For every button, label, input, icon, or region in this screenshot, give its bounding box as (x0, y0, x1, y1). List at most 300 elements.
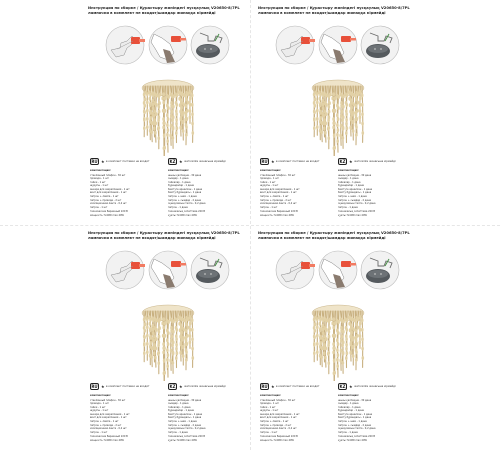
crystal-bead (185, 125, 188, 129)
crystal-bead (313, 110, 316, 114)
language-note-kz: жеткізілім жинағына кірмейді (354, 159, 396, 163)
contents-line: изоляционная лента - 0,2 шт (90, 202, 127, 206)
crystal-bead (314, 97, 317, 101)
crystal-bead (144, 322, 147, 326)
crystal-bead (144, 97, 147, 101)
title-prefix: Инструкция по сборке / Құрастыру жөніндегі нұсқаулық (88, 6, 210, 10)
crystal-bead (332, 326, 335, 330)
crystal-bead (182, 354, 185, 358)
crystal-bead (323, 127, 326, 131)
crystal-bead (169, 359, 172, 363)
contents-line: провода - 1 шт (90, 402, 109, 406)
contents-line: патрон + шам - 1 дана (338, 195, 367, 199)
crystal-bead (179, 126, 182, 130)
crystal-bead (357, 326, 360, 330)
crystal-bead (150, 341, 153, 345)
specs-line: технические Бережный 220 В (90, 435, 128, 439)
crystal-bead (336, 364, 339, 368)
contents-line: патрон - 1 шт (260, 205, 278, 209)
crystal-bead (316, 117, 319, 121)
contents-line: бекіту бұрандасы - 1 дана (338, 191, 372, 195)
crystal-bead (328, 326, 331, 330)
contents-heading: комплектация: (260, 394, 281, 397)
contents-line: патрон + провода - 2 шт (90, 423, 122, 427)
crystal-bead (176, 126, 179, 130)
crystal-bead (150, 130, 153, 134)
crystal-bead (162, 117, 165, 121)
contents-line: бекіту бұрандасы - 1 дана (168, 416, 202, 420)
crystal-bead (345, 356, 348, 360)
hand-icon (149, 251, 187, 289)
crystal-bead (158, 110, 161, 114)
crystal-bead (313, 117, 316, 121)
crystal-bead (143, 110, 146, 114)
contents-line: бекітуге арналған - 1 дана (168, 412, 203, 416)
ceiling-plate-icon (361, 251, 399, 289)
crystal-bead (321, 337, 324, 341)
crystal-bead (352, 345, 355, 349)
contents-line: анкера для закрепления - 1 шт (90, 187, 130, 191)
ceiling-plate-icon (191, 251, 229, 289)
crystal-bead (313, 126, 316, 130)
instruction-panel (258, 231, 418, 446)
crystal-bead (319, 97, 322, 101)
contents-line: бекітуге арналған - 1 дана (338, 412, 373, 416)
crystal-bead (356, 109, 359, 113)
crystal-bead (361, 318, 364, 322)
crystal-bead (185, 329, 188, 333)
contents-line: гайкалар - 1 дана (338, 405, 361, 409)
crystal-bead (161, 321, 164, 325)
crystal-bead (328, 101, 331, 105)
star-icon: ★ (179, 384, 183, 389)
crystal-bead (333, 92, 336, 96)
language-note-ru: в комплект поставки не входят (276, 384, 320, 388)
language-badge-ru: RU (91, 159, 98, 164)
crystal-bead (355, 358, 358, 362)
crystal-bead (321, 112, 324, 116)
specs-line: технические Бережный 220 В (260, 210, 298, 214)
crystal-bead (332, 117, 335, 121)
crystal-bead (323, 118, 326, 122)
language-note-ru: в комплект поставки не входят (276, 159, 320, 163)
specs-line: мощность 7х40W max 40W (90, 438, 124, 442)
crystal-bead (176, 328, 179, 332)
crystal-bead (341, 335, 344, 339)
crystal-bead (175, 343, 178, 347)
language-row (90, 383, 246, 391)
crystal-bead (172, 351, 175, 355)
contents-line: патрон + провода - 2 шт (90, 198, 122, 202)
crystal-bead (192, 131, 195, 135)
crystal-bead (361, 337, 364, 341)
contents-line: гайки - 1 шт (260, 405, 276, 409)
title-line-2: лампочки в комплект не входят/шамдар жинаққа кірмейді (258, 236, 386, 240)
crystal-bead (171, 335, 174, 339)
crystal-bead (325, 112, 328, 116)
contents-line: стеклянный плафон - 30 шт (260, 398, 296, 402)
crystal-bead (322, 331, 325, 335)
crystal-bead (339, 134, 342, 138)
panel-title (88, 231, 248, 241)
crystal-bead (337, 117, 340, 121)
contents-line: патрон + лампа - 1 шт (90, 195, 119, 199)
crystal-bead (325, 121, 328, 125)
contents-heading: комплектация: (90, 394, 111, 397)
contents-line: шурупы - 1 шт (90, 184, 109, 188)
crystal-bead (334, 334, 337, 338)
crystal-bead (350, 106, 353, 110)
crystal-bead (155, 346, 158, 350)
crystal-bead (355, 133, 358, 137)
crystal-bead (162, 326, 165, 330)
contents-line: шыны қалпақша - 30 дана (168, 398, 202, 402)
crystal-bead (189, 109, 192, 113)
contents-line: изоляционная лента - 0,2 шт (260, 427, 297, 431)
crystal-bead (316, 350, 319, 354)
crystal-bead (182, 345, 185, 349)
crystal-bead (346, 126, 349, 130)
crystal-bead (327, 352, 330, 356)
crystal-bead (328, 110, 331, 114)
contents-line: анкера для закрепления - 1 шт (260, 187, 300, 191)
crystal-bead (180, 331, 183, 335)
title-prefix: Инструкция по сборке / Құрастыру жөніндегі нұсқаулық (88, 231, 210, 235)
contents-line: патрон - 1 шт (90, 430, 108, 434)
assembly-illustration (274, 24, 402, 66)
crystal-bead (162, 342, 165, 346)
crystal-bead (342, 361, 345, 365)
crystal-bead (166, 113, 169, 117)
contents-line: патрон + сымдар - 2 дана (168, 198, 201, 202)
crystal-bead (337, 331, 340, 335)
star-icon: ★ (101, 384, 105, 389)
crystal-bead (175, 122, 178, 126)
contents-line: патрон + лампа - 1 шт (260, 195, 289, 199)
crystal-bead (334, 109, 337, 113)
crystal-bead (191, 318, 194, 322)
crystal-bead (158, 136, 161, 140)
crystal-bead (359, 334, 362, 338)
contents-line: винт для закрепления - 1 шт (90, 191, 127, 195)
crystal-bead (342, 340, 345, 344)
crystal-bead (345, 343, 348, 347)
contents-list-ru (260, 394, 334, 442)
crystal-bead (323, 343, 326, 347)
crystal-bead (189, 97, 192, 101)
contents-line: патрон + сымдар - 2 дана (338, 423, 371, 427)
specs-line: қуаты 7х40W max 40W (338, 213, 367, 217)
crystal-bead (172, 126, 175, 130)
contents-line: винт для закрепления - 1 шт (260, 191, 297, 195)
crystal-bead (319, 102, 322, 106)
crystal-bead (320, 341, 323, 345)
crystal-bead (153, 352, 156, 356)
crystal-bead (149, 97, 152, 101)
contents-list-ru (260, 169, 334, 217)
assembly-illustration (274, 249, 402, 291)
crystal-bead (186, 117, 189, 121)
crystal-bead (361, 122, 364, 126)
crystal-bead (163, 134, 166, 138)
crystal-bead (152, 331, 155, 335)
crystal-bead (151, 346, 154, 350)
crystal-bead (336, 139, 339, 143)
contents-line: провода - 1 шт (260, 177, 279, 181)
crystal-bead (153, 118, 156, 122)
crystal-bead (359, 322, 362, 326)
crystal-bead (159, 93, 162, 97)
star-icon: ★ (101, 159, 105, 164)
crystal-bead (333, 146, 336, 150)
contents-line: винт для закрепления - 1 шт (260, 416, 297, 420)
contents-line: сымдар - 1 дана (168, 402, 189, 406)
crystal-bead (322, 106, 325, 110)
crystal-bead (328, 136, 331, 140)
specs-line: мощность 7х40W max 40W (260, 213, 294, 217)
crystal-bead (316, 325, 319, 329)
contents-line: бекітуге арналған - 1 дана (338, 187, 373, 191)
crystal-bead (167, 117, 170, 121)
crystal-bead (176, 93, 179, 97)
crystal-bead (191, 337, 194, 341)
contents-line: бекіту бұрандасы - 1 дана (338, 416, 372, 420)
crystal-bead (146, 109, 149, 113)
crystal-bead (337, 342, 340, 346)
language-note-kz: жеткізілім жинағына кірмейді (184, 384, 226, 388)
title-line-2: лампочки в комплект не входят/шамдар жинаққа кірмейді (88, 11, 216, 15)
crystal-bead (328, 330, 331, 334)
crystal-bead (154, 131, 157, 135)
crystal-bead (164, 96, 167, 100)
contents-line: винт для закрепления - 1 шт (90, 416, 127, 420)
crystal-bead (149, 327, 152, 331)
contents-line: гайки - 1 шт (260, 180, 276, 184)
crystal-bead (345, 118, 348, 122)
crystal-bead (172, 105, 175, 109)
crystal-bead (185, 133, 188, 137)
specs-line: мощность 7х40W max 40W (260, 438, 294, 442)
star-icon: ★ (271, 159, 275, 164)
contents-line: провода - 1 шт (90, 177, 109, 181)
crystal-bead (189, 334, 192, 338)
drill-icon (276, 26, 315, 64)
crystal-bead (146, 125, 149, 129)
crystal-bead (325, 346, 328, 350)
assembly-illustration (104, 24, 232, 66)
crystal-bead (163, 92, 166, 96)
crystal-bead (345, 131, 348, 135)
crystal-bead (313, 342, 316, 346)
crystal-bead (337, 128, 340, 132)
crystal-bead (345, 347, 348, 351)
crystal-bead (359, 115, 362, 119)
contents-line: шыны қалпақша - 30 дана (338, 398, 372, 402)
crystal-bead (179, 351, 182, 355)
crystal-bead (144, 329, 147, 333)
crystal-bead (151, 337, 154, 341)
crystal-bead (320, 130, 323, 134)
crystal-bead (153, 127, 156, 131)
specs-line: техникалық сипаттама 220 В (168, 210, 206, 214)
crystal-bead (355, 104, 358, 108)
crystal-bead (191, 103, 194, 107)
crystal-bead (355, 125, 358, 129)
hand-icon (319, 26, 357, 64)
contents-line: шыны қалпақша - 30 дана (168, 173, 202, 177)
crystal-bead (186, 109, 189, 113)
crystal-bead (333, 121, 336, 125)
crystal-bead (167, 353, 170, 357)
crystal-bead (159, 318, 162, 322)
crystal-bead (350, 331, 353, 335)
crystal-bead (157, 352, 160, 356)
crystal-bead (191, 93, 194, 97)
specs-line: технические Бережный 220 В (90, 210, 128, 214)
contents-list-kz (338, 169, 412, 217)
language-badge-kz: KZ (169, 159, 176, 164)
crystal-bead (352, 336, 355, 340)
crystal-bead (180, 109, 183, 113)
crystal-bead (189, 340, 192, 344)
drill-icon (106, 251, 145, 289)
contents-line: патрон - 1 шт (90, 205, 108, 209)
crystal-bead (319, 111, 322, 115)
specs-line: техникалық сипаттама 220 В (338, 435, 376, 439)
crystal-bead (143, 126, 146, 130)
crystal-bead (172, 330, 175, 334)
contents-line: сымдар - 1 дана (338, 177, 359, 181)
crystal-bead (180, 334, 183, 338)
crystal-bead (191, 328, 194, 332)
crystal-bead (155, 328, 158, 332)
contents-heading: комплектация: (168, 169, 189, 172)
crystal-bead (328, 361, 331, 365)
contents-line: анкера для закрепления - 1 шт (90, 412, 130, 416)
crystal-bead (346, 93, 349, 97)
crystal-bead (342, 105, 345, 109)
contents-line: патрон - 1 дана (338, 430, 358, 434)
crystal-bead (155, 103, 158, 107)
crystal-bead (327, 118, 330, 122)
crystal-bead (350, 334, 353, 338)
chandelier-image (298, 68, 378, 156)
crystal-bead (352, 120, 355, 124)
crystal-bead (146, 350, 149, 354)
language-badge-ru: RU (91, 384, 98, 389)
drill-icon (276, 251, 315, 289)
chandelier-image (128, 68, 208, 156)
crystal-bead (158, 101, 161, 105)
crystal-bead (361, 103, 364, 107)
crystal-bead (176, 103, 179, 107)
crystal-bead (182, 120, 185, 124)
crystal-bead (337, 353, 340, 357)
crystal-bead (157, 118, 160, 122)
crystal-bead (185, 350, 188, 354)
crystal-bead (189, 115, 192, 119)
crystal-bead (339, 359, 342, 363)
contents-line: патрон + лампа - 1 шт (260, 420, 289, 424)
panel-title (258, 231, 418, 241)
crystal-bead (186, 334, 189, 338)
crystal-bead (152, 106, 155, 110)
contents-list-ru (90, 394, 164, 442)
crystal-bead (167, 331, 170, 335)
specs-line: техникалық сипаттама 220 В (338, 210, 376, 214)
panel-title (88, 6, 248, 16)
crystal-bead (337, 95, 340, 99)
model-code: V20650-8/7PL (380, 6, 410, 10)
crystal-bead (345, 337, 348, 341)
crystal-bead (166, 338, 169, 342)
crystal-bead (359, 340, 362, 344)
crystal-bead (166, 133, 169, 137)
contents-list-kz (338, 394, 412, 442)
crystal-bead (356, 342, 359, 346)
crystal-bead (146, 342, 149, 346)
crystal-bead (333, 134, 336, 138)
crystal-bead (332, 101, 335, 105)
contents-list-ru (90, 169, 164, 217)
contents-line: шурупы - 1 шт (260, 184, 279, 188)
crystal-bead (333, 346, 336, 350)
crystal-bead (361, 93, 364, 97)
crystal-bead (191, 122, 194, 126)
crystal-bead (176, 318, 179, 322)
contents-line: патрон + провода - 2 шт (260, 423, 292, 427)
hand-icon (149, 26, 187, 64)
crystal-bead (337, 320, 340, 324)
drill-icon (106, 26, 145, 64)
crystal-bead (321, 121, 324, 125)
crystal-bead (166, 358, 169, 362)
crystal-bead (150, 116, 153, 120)
crystal-bead (189, 90, 192, 94)
crystal-bead (313, 335, 316, 339)
crystal-bead (316, 109, 319, 113)
crystal-bead (175, 347, 178, 351)
crystal-bead (189, 322, 192, 326)
instruction-panel (88, 6, 248, 221)
crystal-bead (167, 95, 170, 99)
crystal-bead (341, 110, 344, 114)
crystal-bead (336, 133, 339, 137)
crystal-bead (336, 358, 339, 362)
contents-line: сымдар - 1 дана (168, 177, 189, 181)
crystal-bead (180, 117, 183, 121)
crystal-bead (313, 351, 316, 355)
crystal-bead (327, 343, 330, 347)
contents-line: стеклянный плафон - 30 шт (90, 173, 126, 177)
contents-line: бұрандалар - 1 дана (338, 184, 364, 188)
crystal-bead (336, 113, 339, 117)
crystal-bead (191, 112, 194, 116)
crystal-bead (182, 111, 185, 115)
crystal-bead (346, 328, 349, 332)
crystal-bead (320, 355, 323, 359)
crystal-bead (149, 336, 152, 340)
crystal-bead (175, 112, 178, 116)
crystal-bead (320, 116, 323, 120)
contents-line: гайки - 1 шт (90, 180, 106, 184)
crystal-bead (149, 102, 152, 106)
language-badge-ru: RU (261, 159, 268, 164)
contents-line: патрон - 1 дана (338, 205, 358, 209)
contents-line: патрон - 1 шт (260, 430, 278, 434)
contents-line: патрон + шам - 1 дана (168, 420, 197, 424)
contents-line: гайкалар - 1 дана (168, 180, 191, 184)
